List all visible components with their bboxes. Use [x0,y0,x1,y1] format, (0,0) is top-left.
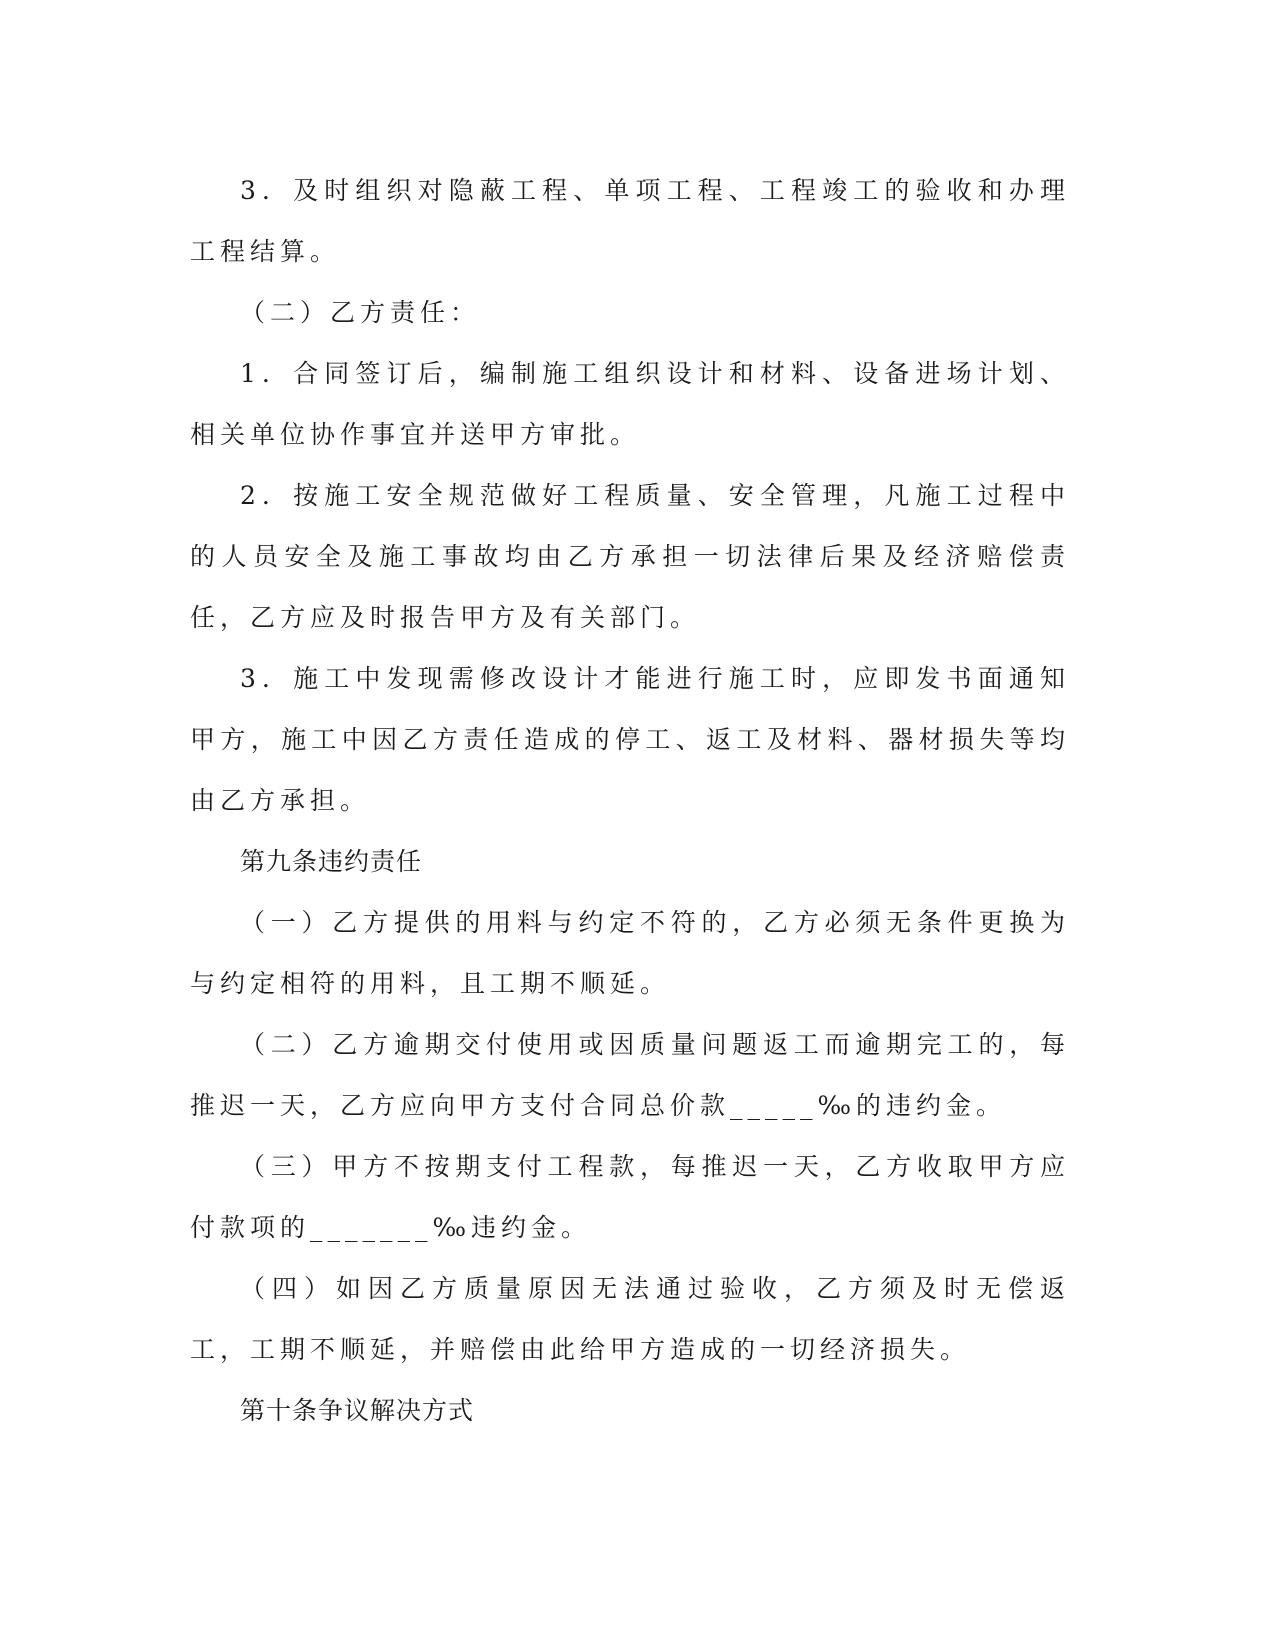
article-heading-breach: 第九条违约责任 [240,847,423,876]
paragraph-breach-quality: （四）如因乙方质量原因无法通过验收，乙方须及时无偿返工，工期不顺延，并赔偿由此给甲方造成的一切经济损失。 [190,1274,1070,1364]
paragraph-party-b-design-change: 3．施工中发现需修改设计才能进行施工时，应即发书面通知甲方，施工中因乙方责任造成的停工、返工及材料、器材损失等均由乙方承担。 [190,664,1070,815]
article-heading-dispute: 第十条争议解决方式 [240,1396,475,1425]
paragraph-breach-payment: （三）甲方不按期支付工程款，每推迟一天，乙方收取甲方应付款项的_______‰违约金。 [190,1152,1070,1242]
paragraph-breach-materials: （一）乙方提供的用料与约定不符的，乙方必须无条件更换为与约定相符的用料，且工期不顺延。 [190,908,1070,998]
paragraph-breach-delay: （二）乙方逾期交付使用或因质量问题返工而逾期完工的，每推迟一天，乙方应向甲方支付合同总价款_____‰的违约金。 [190,1030,1070,1120]
paragraph-party-b-planning: 1．合同签订后，编制施工组织设计和材料、设备进场计划、相关单位协作事宜并送甲方审批。 [190,359,1070,449]
document-body [190,160,1070,1441]
paragraph-party-b-safety: 2．按施工安全规范做好工程质量、安全管理，凡施工过程中的人员安全及施工事故均由乙方承担一切法律后果及经济赔偿责任，乙方应及时报告甲方及有关部门。 [190,481,1070,632]
paragraph-party-a-acceptance: 3．及时组织对隐蔽工程、单项工程、工程竣工的验收和办理工程结算。 [190,176,1070,266]
section-heading-party-b-duties: （二）乙方责任： [240,298,481,327]
